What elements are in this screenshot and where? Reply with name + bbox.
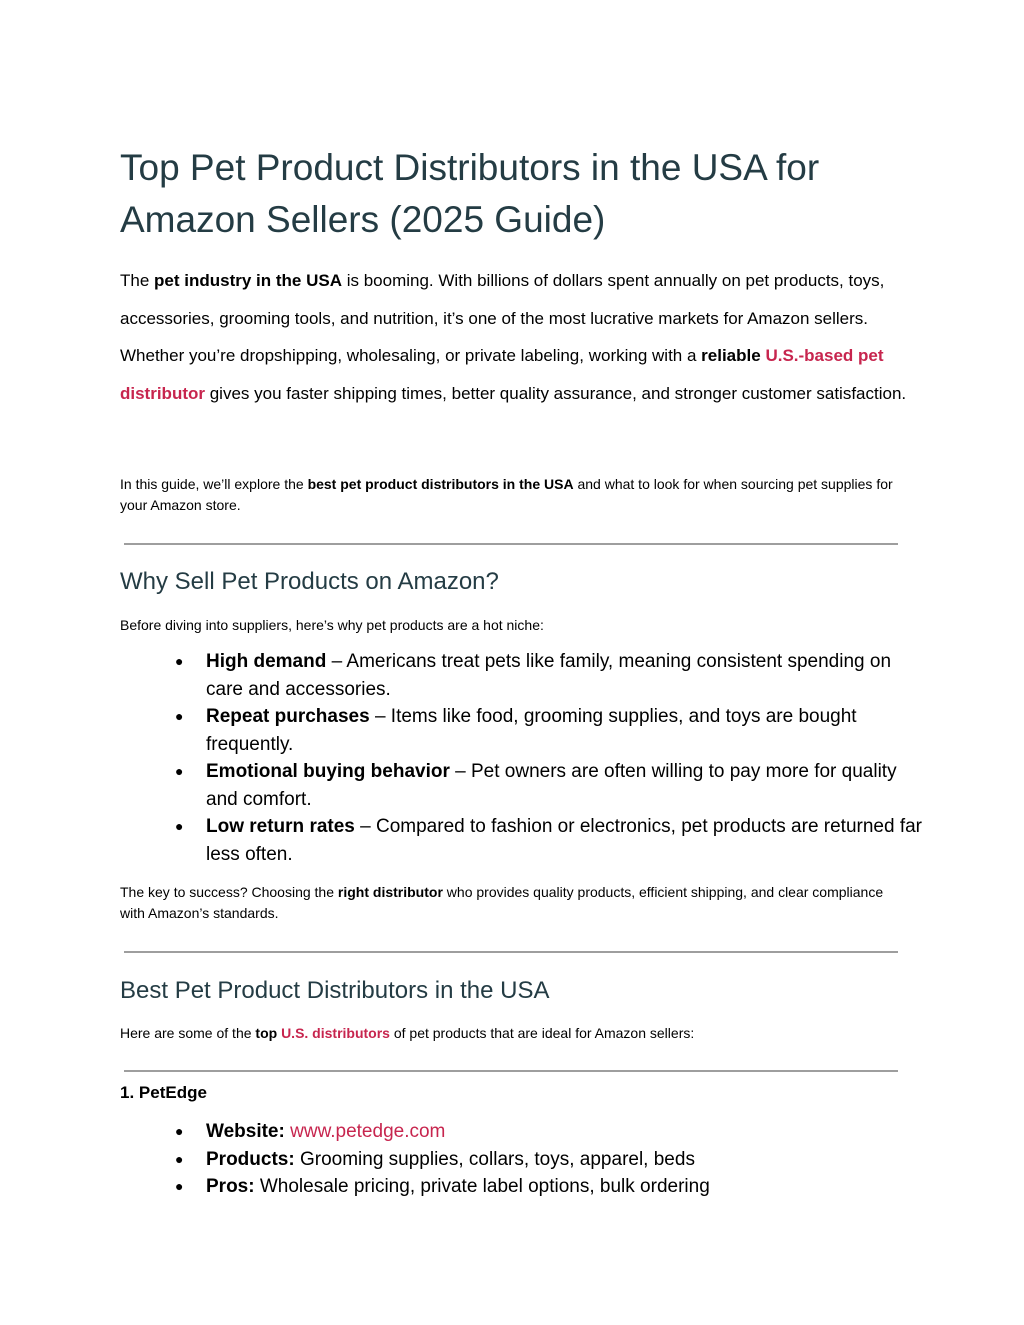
list-item	[175, 813, 926, 868]
section-divider	[124, 543, 898, 545]
bullet-icon: ●	[175, 1150, 184, 1167]
website-label: Website:	[206, 1121, 285, 1142]
intro-paragraph	[120, 262, 920, 412]
why-bullet-list	[175, 648, 926, 868]
pros-label: Pros:	[206, 1176, 255, 1197]
best-lead-paragraph	[120, 1023, 900, 1044]
products-label: Products:	[206, 1148, 295, 1170]
list-item	[175, 758, 926, 813]
petedge-detail-list	[175, 1118, 926, 1201]
intro-text-3: gives you faster shipping times, better quality assurance, and stronger customer satisfaction.	[205, 383, 907, 403]
intro-text-1: The	[120, 271, 155, 290]
key-to-success-paragraph	[120, 882, 900, 924]
bullet-icon: ●	[175, 653, 184, 669]
why-lead-paragraph: Before diving into suppliers, here’s why pet products are a hot niche:	[120, 617, 544, 633]
list-item	[175, 1173, 926, 1201]
bullet-text: – Items like food, grooming supplies, and toys are bought frequently.	[206, 706, 857, 755]
best-text-2: of pet products that are ideal for Amazon sellers:	[389, 1025, 695, 1041]
guide-paragraph	[120, 474, 900, 516]
bullet-icon: ●	[175, 1178, 184, 1194]
bullet-text: – Pet owners are often willing to pay more for quality and comfort.	[206, 761, 897, 810]
bullet-icon: ●	[175, 763, 184, 779]
bullet-text: – Americans treat pets like family, meaning consistent spending on care and accessories.	[206, 651, 892, 700]
list-item	[175, 1118, 926, 1146]
distributor-heading-petedge: 1. PetEdge	[120, 1083, 207, 1102]
us-based-distributor-link[interactable]: U.S.-based pet distributor	[120, 346, 884, 403]
bullet-term: High demand	[206, 651, 327, 672]
bullet-icon: ●	[175, 708, 184, 724]
list-item	[175, 1146, 926, 1174]
intro-bold-pet-industry: pet industry in the USA	[154, 271, 342, 290]
key-bold: right distributor	[337, 884, 443, 900]
page-title: Top Pet Product Distributors in the USA for Amazon Sellers (2025 Guide)	[120, 147, 820, 240]
best-text-1: Here are some of the	[120, 1025, 256, 1041]
guide-text-1: In this guide, we’ll explore the	[120, 476, 308, 492]
bullet-term: Low return rates	[206, 816, 355, 837]
bullet-text: – Compared to fashion or electronics, pet products are returned far less often.	[206, 816, 923, 865]
best-bold-top: top	[255, 1025, 278, 1041]
pros-value: Wholesale pricing, private label options, bulk ordering	[254, 1176, 710, 1197]
key-text-2: who provides quality products, efficient shipping, and clear compliance with Amazon’s standards.	[120, 884, 884, 921]
section-divider	[124, 951, 898, 953]
best-distributors-heading: Best Pet Product Distributors in the USA	[120, 977, 550, 1004]
list-item	[175, 703, 926, 758]
guide-bold: best pet product distributors in the USA	[307, 476, 574, 492]
petedge-website-link[interactable]: www.petedge.com	[290, 1121, 446, 1142]
key-text-1: The key to success? Choosing the	[120, 884, 338, 900]
bullet-term: Repeat purchases	[206, 706, 370, 727]
intro-bold-reliable: reliable	[701, 346, 761, 366]
bullet-term: Emotional buying behavior	[206, 761, 450, 782]
bullet-icon: ●	[175, 818, 184, 834]
guide-text-2: and what to look for when sourcing pet supplies for your Amazon store.	[120, 476, 893, 513]
why-sell-heading: Why Sell Pet Products on Amazon?	[120, 568, 499, 595]
bullet-icon: ●	[175, 1123, 184, 1139]
intro-text-2: is booming. With billions of dollars spent annually on pet products, toys, accessories, grooming tools, and nutrition, it’s one of the most lucrative markets for Amazon sellers. Whether you’re dropshipping, wholesaling, or private labeling, working with a	[120, 271, 885, 366]
section-divider	[124, 1070, 898, 1072]
list-item	[175, 648, 926, 703]
us-distributors-link[interactable]: U.S. distributors	[281, 1025, 390, 1041]
products-value: Grooming supplies, collars, toys, apparel, beds	[294, 1148, 695, 1170]
